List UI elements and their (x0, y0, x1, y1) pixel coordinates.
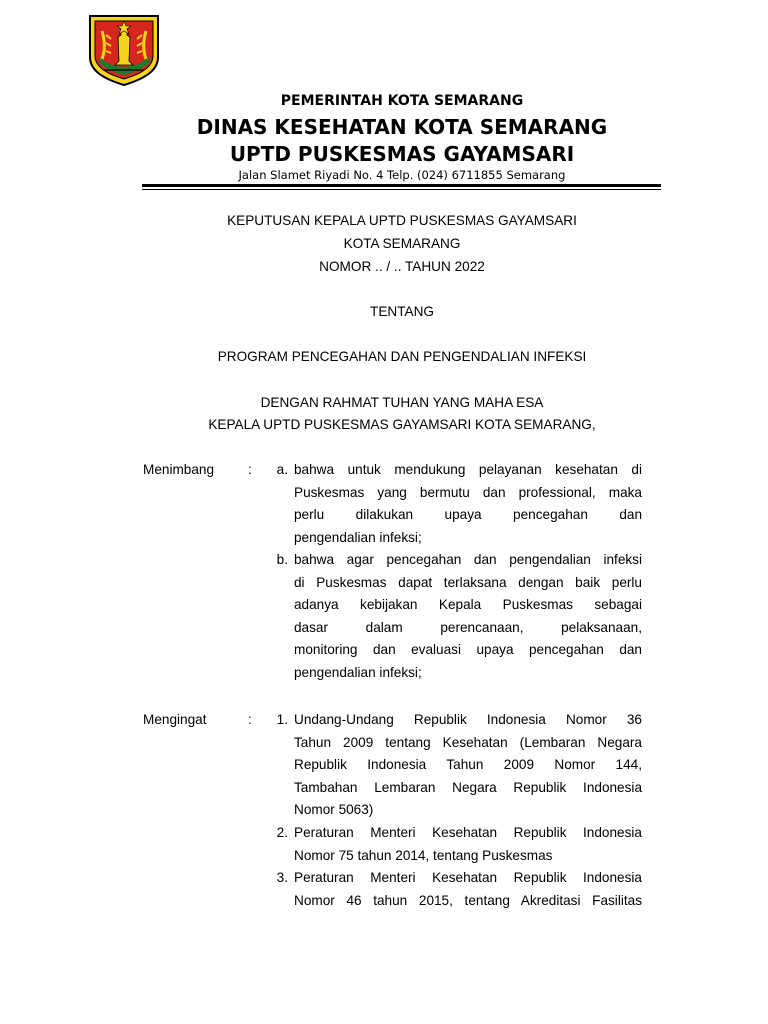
item-line: Republik Indonesia Tahun 2009 Nomor 144, (294, 757, 642, 773)
government-heading: PEMERINTAH KOTA SEMARANG (280, 93, 524, 109)
menimbang-label: Menimbang (143, 462, 215, 477)
menimbang-marker-a: a. (276, 462, 288, 477)
menimbang-item-a (294, 459, 642, 549)
menimbang-marker-b: b. (276, 552, 288, 567)
item-line: pengendalian infeksi; (294, 529, 422, 545)
item-line: bahwa agar pencegahan dan pengendalian infeksi (294, 552, 642, 567)
menimbang-colon: : (248, 462, 252, 477)
address-line: Jalan Slamet Riyadi No. 4 Telp. (024) 6711855 Semarang (238, 168, 566, 182)
decree-title: KEPUTUSAN KEPALA UPTD PUSKESMAS GAYAMSARI (227, 213, 577, 228)
mengingat-marker-3: 3. (276, 870, 288, 885)
item-line: Nomor 5063) (294, 802, 374, 818)
item-line: perlu dilakukan upaya pencegahan dan (294, 507, 642, 523)
item-line: dasar dalam perencanaan, pelaksanaan, (294, 619, 642, 635)
mengingat-marker-2: 2. (276, 825, 288, 840)
item-line: monitoring dan evaluasi upaya pencegahan dan (294, 642, 642, 658)
grace-phrase: DENGAN RAHMAT TUHAN YANG MAHA ESA (260, 395, 544, 410)
mengingat-item-3 (294, 867, 642, 912)
agency-heading: DINAS KESEHATAN KOTA SEMARANG (196, 115, 608, 139)
letterhead-divider-thick (142, 184, 661, 187)
menimbang-item-b (294, 549, 642, 685)
decree-number: NOMOR .. / .. TAHUN 2022 (319, 259, 485, 274)
semarang-coat-of-arms-icon (86, 13, 162, 87)
item-line: di Puskesmas dapat terlaksana dengan baik perlu (294, 574, 642, 590)
decree-subject: PROGRAM PENCEGAHAN DAN PENGENDALIAN INFEKSI (217, 349, 587, 364)
letterhead-divider-thin (142, 189, 661, 190)
mengingat-label: Mengingat (143, 712, 207, 727)
mengingat-item-2 (294, 822, 642, 867)
item-line: Tambahan Lembaran Negara Republik Indonesia (294, 779, 642, 795)
mengingat-colon: : (248, 712, 252, 727)
item-line: Tahun 2009 tentang Kesehatan (Lembaran Negara (294, 734, 642, 750)
item-line: adanya kebijakan Kepala Puskesmas sebagai (294, 597, 642, 613)
unit-heading: UPTD PUSKESMAS GAYAMSARI (229, 142, 575, 166)
mengingat-marker-1: 1. (276, 712, 288, 727)
decree-about: TENTANG (370, 304, 434, 319)
item-line: Undang-Undang Republik Indonesia Nomor 36 (294, 712, 642, 727)
mengingat-item-1 (294, 709, 642, 822)
item-line: Puskesmas yang bermutu dan professional, maka (294, 484, 642, 500)
issuer-line: KEPALA UPTD PUSKESMAS GAYAMSARI KOTA SEMARANG, (208, 417, 596, 432)
item-line: Nomor 46 tahun 2015, tentang Akreditasi Fasilitas (294, 892, 642, 908)
item-line: Peraturan Menteri Kesehatan Republik Indonesia (294, 870, 642, 885)
item-line: bahwa untuk mendukung pelayanan kesehatan di (294, 462, 642, 477)
item-line: pengendalian infeksi; (294, 664, 422, 680)
item-line: Nomor 75 tahun 2014, tentang Puskesmas (294, 847, 553, 863)
item-line: Peraturan Menteri Kesehatan Republik Indonesia (294, 825, 642, 840)
decree-title-city: KOTA SEMARANG (343, 236, 461, 251)
